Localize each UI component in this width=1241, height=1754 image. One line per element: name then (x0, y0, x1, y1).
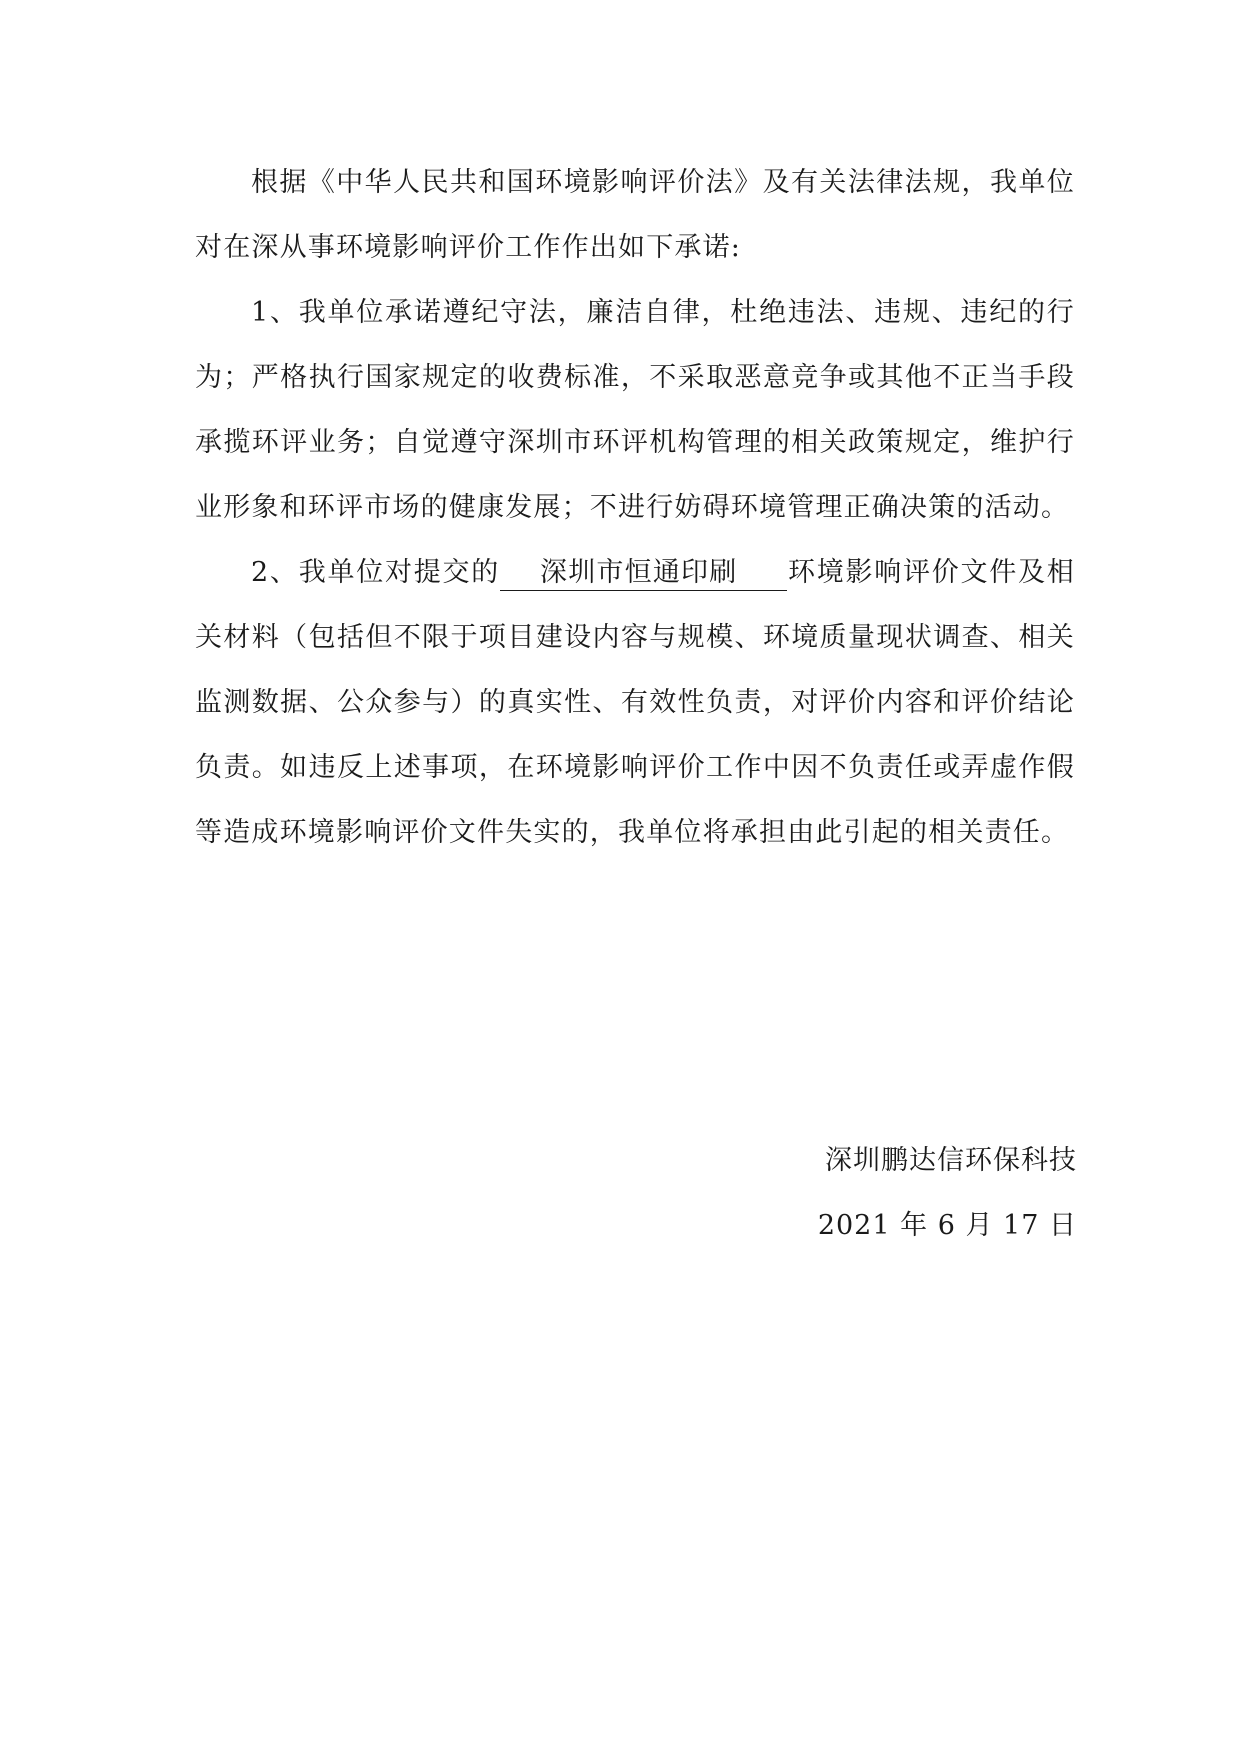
company-name: 深圳鹏达信环保科技 (825, 1145, 1077, 1176)
signature-block (818, 1128, 1077, 1258)
project-name-field: 深圳市恒通印刷 (500, 556, 787, 591)
item2-suffix: 环境影响评价文件及相关材料（包括但不限于项目建设内容与规模、环境质量现状调查、相关监测数据、公众参与）的真实性、有效性负责，对评价内容和评价结论负责。如违反上述事项，在环境影响评价工作中因不负责任或弄虚作假等造成环境影响评价文件失实的，我单位将承担由此引起的相关责任。 (195, 557, 1076, 848)
commitment-item-2 (195, 540, 1075, 865)
intro-paragraph: 根据《中华人民共和国环境影响评价法》及有关法律法规，我单位对在深从事环境影响评价工作作出如下承诺: (195, 167, 1075, 263)
commitment-item-1: 1、我单位承诺遵纪守法，廉洁自律，杜绝违法、违规、违纪的行为；严格执行国家规定的收费标准，不采取恶意竞争或其他不正当手段承揽环评业务；自觉遵守深圳市环评机构管理的相关政策规定，维护行业形象和环评市场的健康发展；不进行妨碍环境管理正确决策的活动。 (195, 297, 1075, 523)
signature-date: 2021 年 6 月 17 日 (817, 1210, 1077, 1241)
item2-prefix: 2、我单位对提交的 (251, 557, 501, 588)
commitment-body (195, 150, 1075, 865)
